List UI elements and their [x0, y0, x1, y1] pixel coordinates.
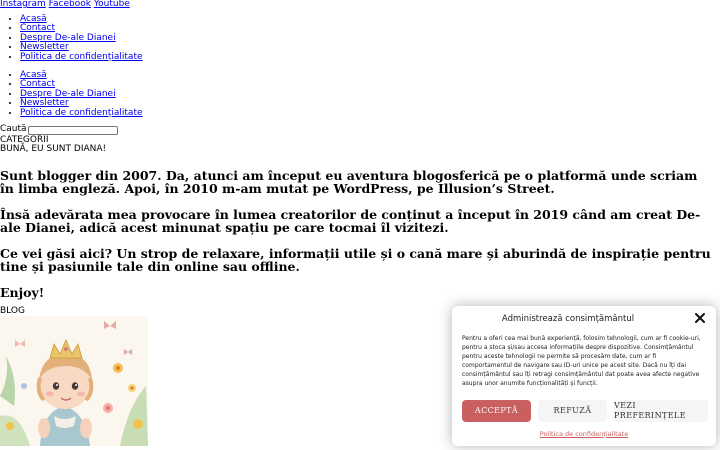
cookie-dialog-body: Pentru a oferi cea mai bună experiență, folosim tehnologii, cum ar fi cookie-uri, pentru a stoca și/sau accesa informațiile despre dispozitive. Consimțământul pentru aceste tehnologii ne permite să procesăm date, cum ar fi comportamentul de navigare sau ID-uri unice pe acest site. Dacă nu îți dai consimțământul sau îți retragi consimțământul dat poate avea afecte negative asupra unor anumite funcționalități și funcții. — [462, 335, 701, 387]
menu-link-newsletter[interactable]: Newsletter — [20, 42, 69, 53]
privacy-policy-link[interactable]: Politica de confidențialitate — [539, 430, 629, 438]
menu-link-contact[interactable]: Contact — [20, 23, 56, 34]
menu-item-home — [20, 15, 720, 25]
search-input[interactable] — [28, 126, 118, 135]
social-links — [0, 0, 720, 10]
secondary-menu — [0, 71, 720, 119]
menu-item-privacy — [20, 109, 720, 119]
instagram-link[interactable]: Instagram — [0, 0, 46, 9]
menu-item-about — [20, 90, 720, 100]
menu-item-contact — [20, 24, 720, 34]
youtube-link[interactable]: Youtube — [93, 0, 130, 9]
close-icon[interactable] — [694, 312, 706, 324]
facebook-link[interactable]: Facebook — [48, 0, 91, 9]
deny-button[interactable]: REFUZĂ — [538, 400, 607, 422]
accept-button[interactable]: ACCEPTĂ — [462, 400, 531, 422]
search-form — [0, 125, 720, 136]
about-paragraph: Sunt blogger din 2007. Da, atunci am început eu aventura blogosferică pe o platformă unde scriam în limba engleză. Apoi, în 2010 m-am mutat pe WordPress, pe Illusion’s Street. — [0, 167, 698, 196]
menu-link-about[interactable]: Despre De-ale Dianei — [20, 32, 116, 43]
about-text — [0, 169, 720, 299]
menu-item-about — [20, 34, 720, 44]
cookie-dialog-title: Administrează consimțământul — [501, 314, 635, 324]
menu-link-home[interactable]: Acasă — [20, 69, 47, 80]
about-paragraph: Enjoy! — [0, 284, 45, 300]
menu-link-privacy[interactable]: Politica de confidențialitate — [20, 107, 143, 118]
menu-link-privacy[interactable]: Politica de confidențialitate — [20, 51, 143, 62]
about-heading: BUNĂ, EU SUNT DIANA! — [0, 144, 107, 155]
menu-link-about[interactable]: Despre De-ale Dianei — [20, 88, 116, 99]
cookie-consent-dialog — [452, 306, 716, 446]
primary-menu — [0, 15, 720, 63]
menu-item-contact — [20, 80, 720, 90]
search-label: Caută — [0, 124, 27, 135]
blog-post-thumbnail[interactable] — [0, 316, 148, 446]
menu-link-home[interactable]: Acasă — [20, 13, 47, 24]
menu-link-contact[interactable]: Contact — [20, 79, 56, 90]
view-preferences-button[interactable]: VEZI PREFERINȚELE — [614, 400, 708, 422]
menu-item-home — [20, 71, 720, 81]
menu-item-privacy — [20, 53, 720, 63]
cookie-buttons — [462, 400, 708, 422]
categories-label: CATEGORII — [0, 134, 49, 145]
about-paragraph: Însă adevărata mea provocare în lumea creatorilor de conținut a început în 2019 când am creat De-ale Dianei, adică acest minunat spațiu pe care tocmai îl vizitezi. — [0, 206, 701, 235]
about-paragraph: Ce vei găsi aici? Un strop de relaxare, informații utile și o cană mare și aburindă de inspirație pentru tine și pasiunile tale din online sau offline. — [0, 245, 711, 274]
blog-label: BLOG — [0, 305, 25, 316]
menu-link-newsletter[interactable]: Newsletter — [20, 98, 69, 109]
